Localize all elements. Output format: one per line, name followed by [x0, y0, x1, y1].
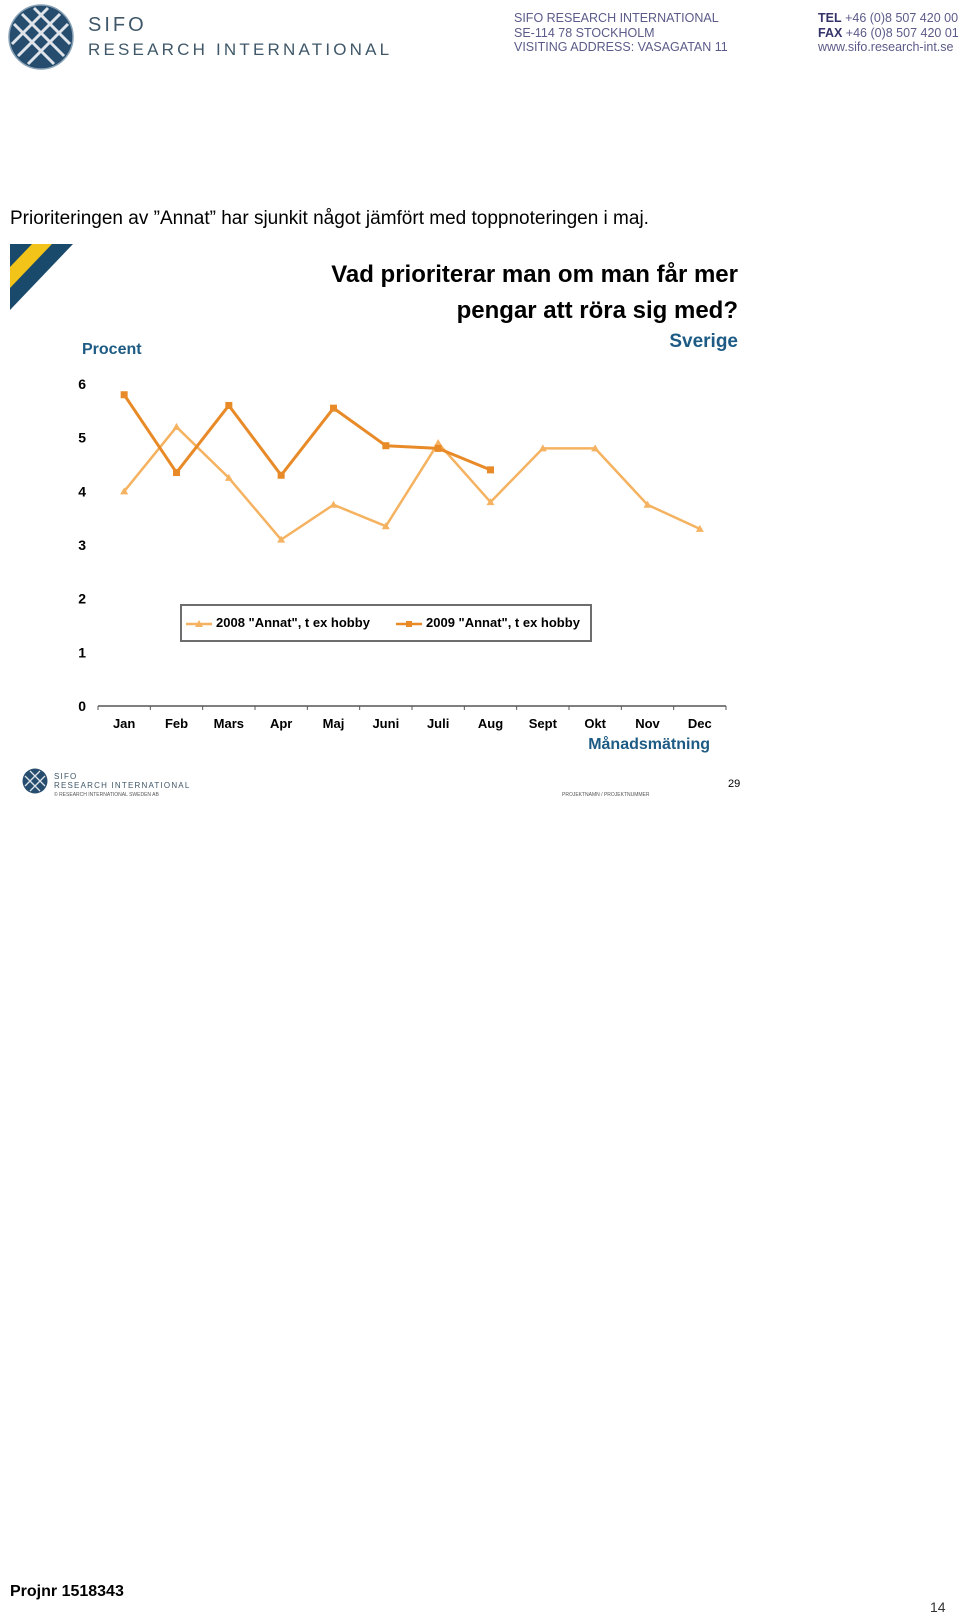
data-point-2009	[225, 402, 232, 409]
website-link[interactable]: www.sifo.research-int.se	[818, 40, 954, 54]
tel-number: +46 (0)8 507 420 00	[845, 11, 959, 25]
chart-subtitle: Sverige	[669, 331, 738, 352]
legend-swatch-2008	[186, 619, 212, 629]
address-line: SE-114 78 STOCKHOLM	[514, 25, 655, 40]
x-tick-label: Feb	[164, 716, 189, 731]
logo-line-1: SIFO	[88, 14, 147, 36]
tel-label: TEL	[818, 11, 842, 25]
fax-number: +46 (0)8 507 420 01	[845, 25, 959, 40]
address-line: VISITING ADDRESS: VASAGATAN 11	[514, 40, 728, 54]
x-tick-label: Dec	[687, 716, 712, 731]
x-tick-label: Okt	[584, 716, 607, 731]
x-tick-label: Apr	[269, 716, 293, 731]
data-point-2009	[330, 405, 337, 412]
legend-label-2009: 2009 "Annat", t ex hobby	[426, 615, 580, 630]
x-tick-label: Juni	[372, 716, 400, 731]
data-point-2009	[278, 472, 285, 479]
series-line-2008	[124, 427, 700, 540]
y-tick-label: 4	[78, 483, 86, 500]
chart-title-line-2: pengar att röra sig med?	[456, 297, 738, 324]
footer-globe-logo-icon	[22, 768, 48, 794]
legend-item-2008	[186, 615, 370, 630]
data-point-2008	[330, 501, 338, 508]
footer-logo-line-1: SIFO	[54, 772, 78, 781]
chart-legend	[180, 604, 592, 642]
y-tick-label: 1	[78, 644, 86, 661]
line-chart	[0, 0, 960, 800]
data-point-2008	[173, 423, 181, 430]
y-tick-label: 2	[78, 590, 86, 607]
data-point-2009	[121, 391, 128, 398]
y-tick-label: 3	[78, 537, 86, 553]
series-line-2009	[124, 395, 490, 476]
legend-item-2009	[396, 615, 580, 630]
x-tick-label: Maj	[322, 716, 345, 731]
y-axis-label: Procent	[82, 341, 142, 358]
footer-copyright: © RESEARCH INTERNATIONAL SWEDEN AB	[54, 792, 159, 798]
footer-logo-line-2: RESEARCH INTERNATIONAL	[54, 781, 191, 790]
x-axis-label: Månadsmätning	[588, 736, 710, 753]
footer-project-label: PROJEKTNAMN / PROJEKTNUMMER	[562, 792, 650, 798]
y-tick-label: 6	[78, 376, 86, 392]
project-number: Projnr 1518343	[10, 1583, 124, 1600]
x-tick-label: Nov	[635, 716, 660, 731]
data-point-2009	[435, 445, 442, 452]
footer-logo-text	[54, 772, 191, 790]
x-tick-label: Juli	[426, 716, 450, 731]
legend-swatch-2009	[396, 619, 422, 629]
slide-number: 29	[728, 778, 741, 790]
x-tick-label: Jan	[112, 716, 136, 731]
logo-line-2: RESEARCH INTERNATIONAL	[88, 40, 393, 59]
data-point-2009	[487, 466, 494, 473]
y-tick-label: 0	[78, 698, 86, 714]
data-point-2009	[173, 469, 180, 476]
x-tick-label: Sept	[528, 716, 557, 731]
address-line: SIFO RESEARCH INTERNATIONAL	[514, 11, 719, 25]
fax-label: FAX	[818, 25, 843, 40]
intro-text: Prioriteringen av ”Annat” har sjunkit något jämfört med toppnoteringen i maj.	[10, 208, 649, 229]
page-number: 14	[930, 1599, 946, 1615]
chart-title-line-1: Vad prioriterar man om man får mer	[331, 261, 738, 288]
legend-label-2008: 2008 "Annat", t ex hobby	[216, 615, 370, 630]
x-tick-label: Mars	[213, 716, 245, 731]
data-point-2009	[382, 442, 389, 449]
y-tick-label: 5	[78, 429, 86, 446]
x-tick-label: Aug	[477, 716, 504, 731]
